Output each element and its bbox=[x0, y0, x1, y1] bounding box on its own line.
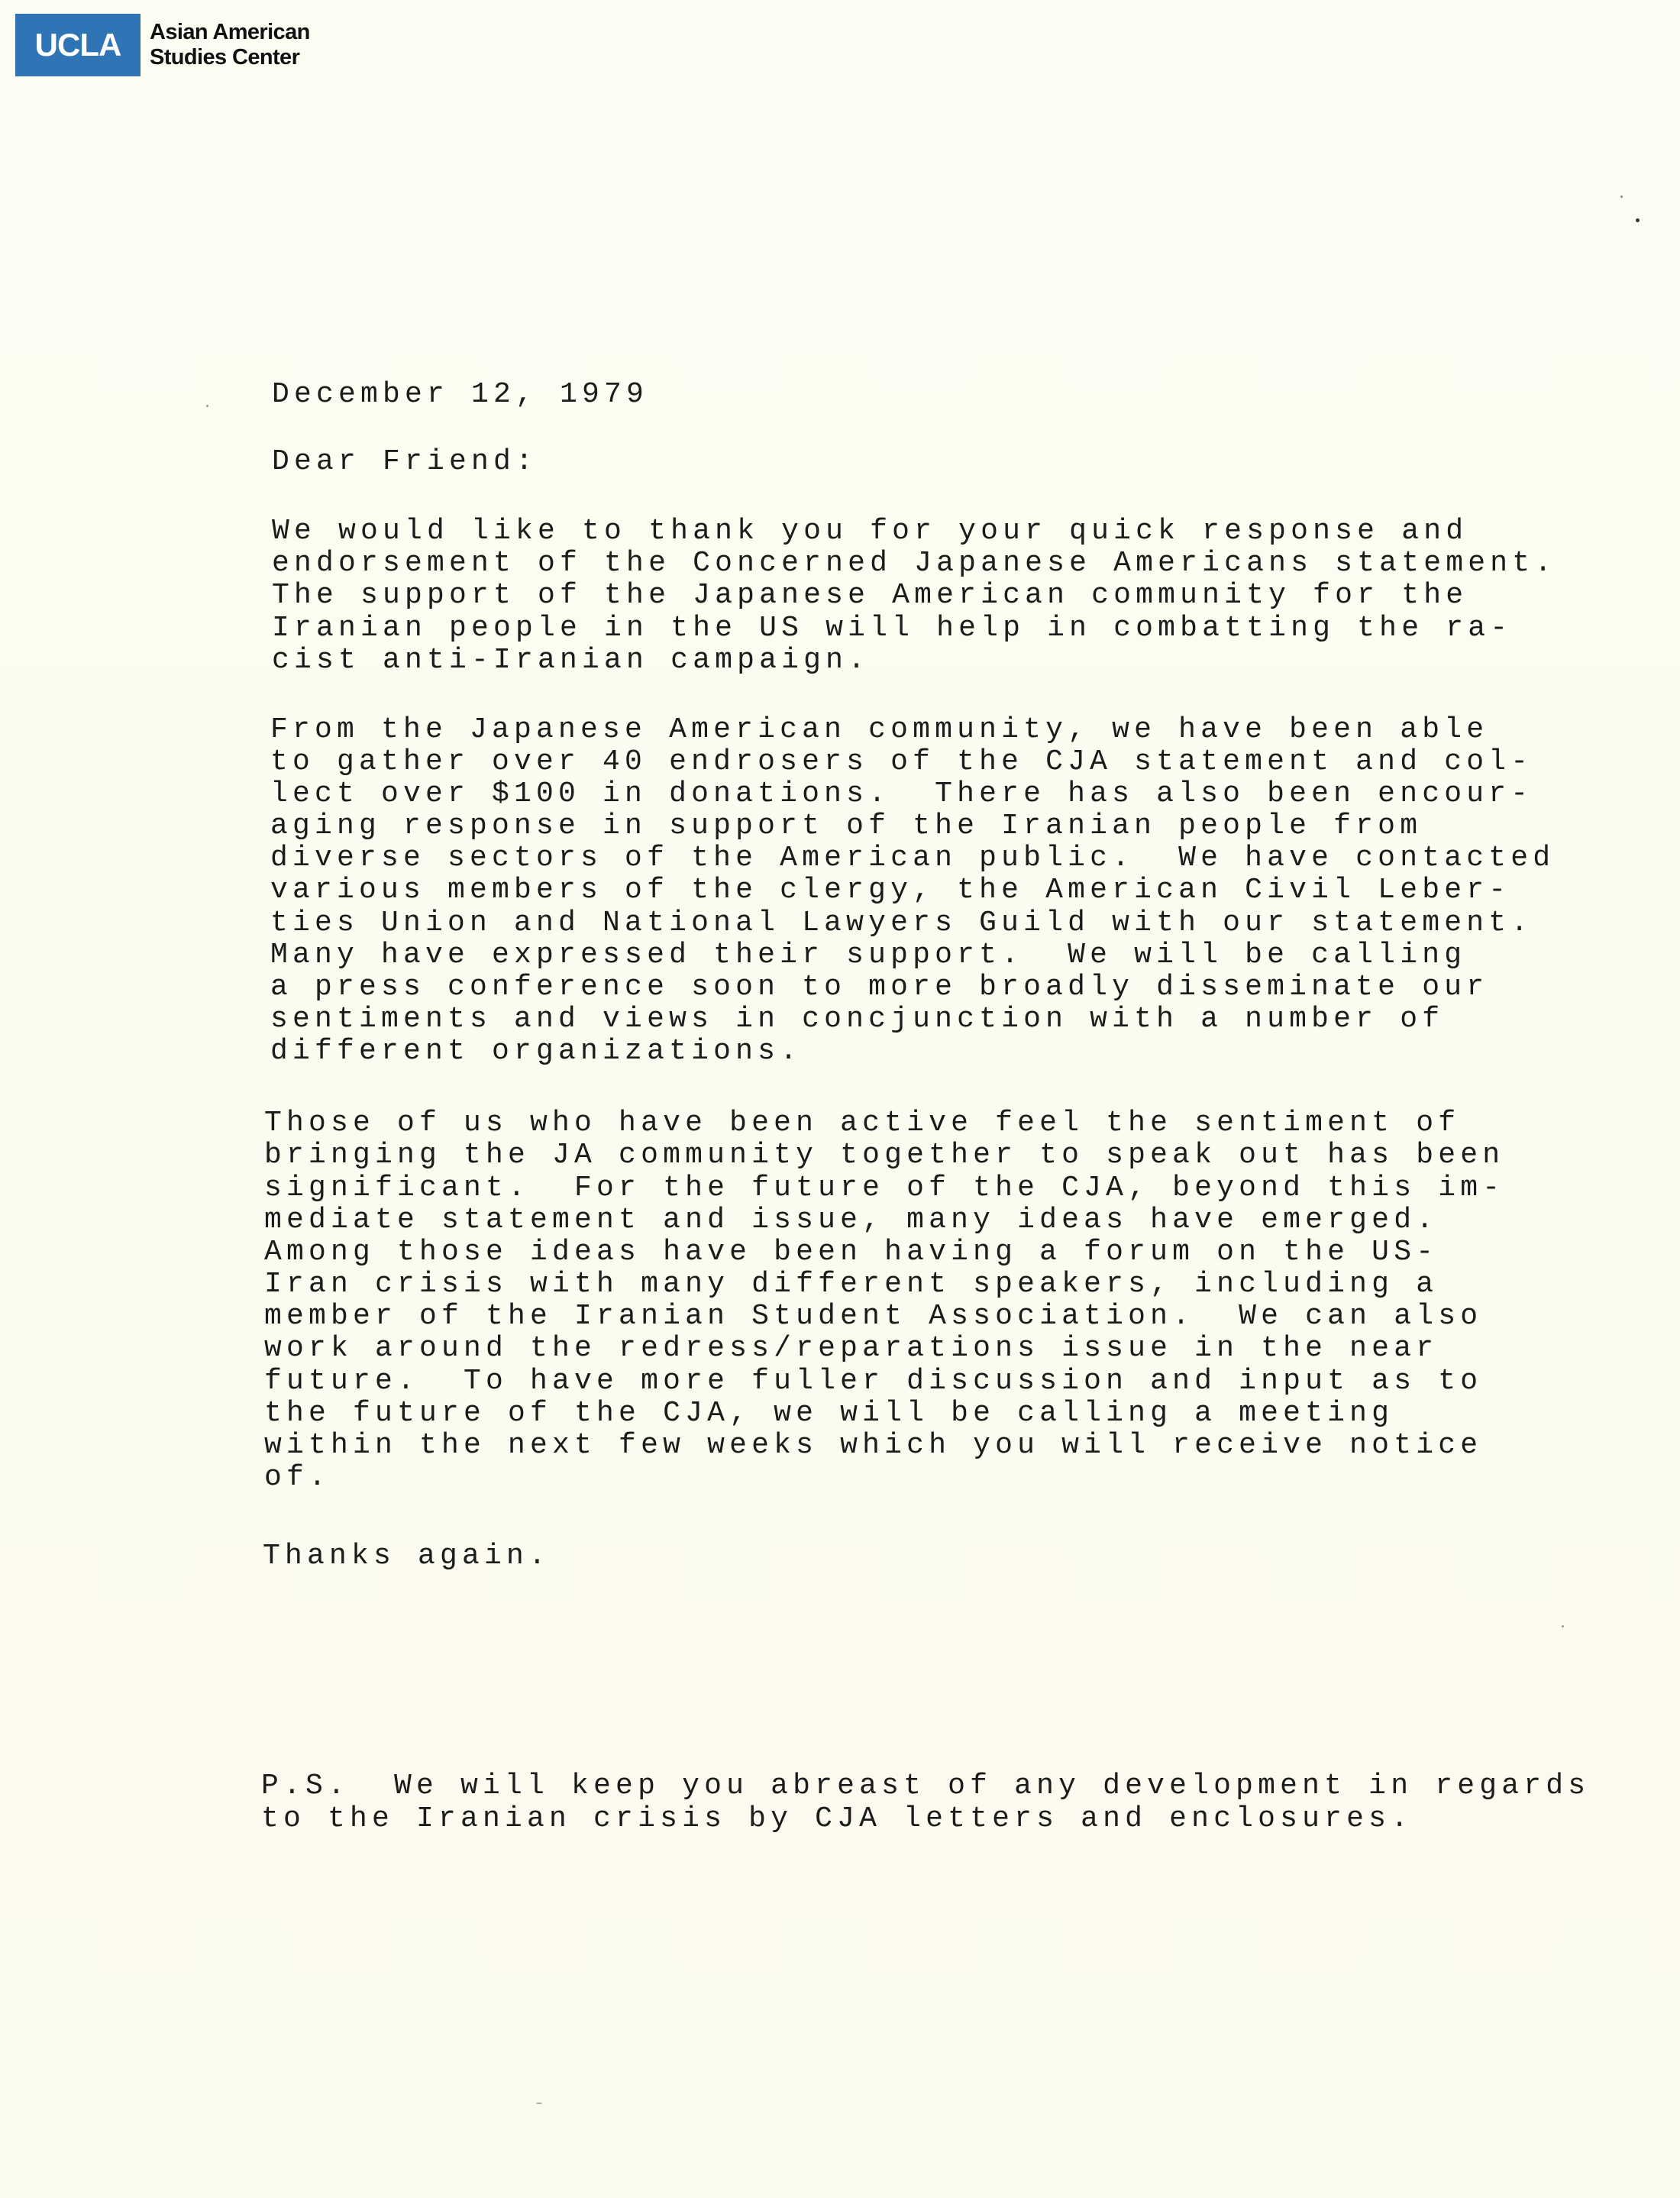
paragraph-line: the future of the CJA, we will be calling a meeting bbox=[264, 1397, 1394, 1430]
paper-speck bbox=[1620, 196, 1623, 198]
paper-speck bbox=[206, 405, 208, 407]
paragraph-line: different organizations. bbox=[270, 1035, 803, 1068]
paragraph-line: Those of us who have been active feel the sentiment of bbox=[264, 1107, 1461, 1139]
paragraph-line: of. bbox=[264, 1461, 331, 1494]
paragraph-line: diverse sectors of the American public. We have contacted bbox=[270, 842, 1556, 874]
paragraph-line: mediate statement and issue, many ideas have emerged. bbox=[264, 1204, 1439, 1236]
paragraph-line: ties Union and National Lawyers Guild with our statement. bbox=[270, 907, 1533, 939]
paragraph-line: The support of the Japanese American community for the bbox=[272, 579, 1468, 612]
letter-salutation: Dear Friend: bbox=[272, 445, 538, 478]
paragraph-line: Iran crisis with many different speakers, including a bbox=[264, 1268, 1439, 1301]
paragraph-line: Iranian people in the US will help in combatting the ra- bbox=[272, 612, 1513, 645]
ucla-logo-box: UCLA bbox=[15, 14, 141, 76]
paragraph-line: member of the Iranian Student Association. We can also bbox=[264, 1300, 1483, 1333]
paragraph-line: We would like to thank you for your quick response and bbox=[272, 515, 1468, 548]
paragraph-line: lect over $100 in donations. There has also been encour- bbox=[270, 777, 1533, 810]
paragraph-line: From the Japanese American community, we have been able bbox=[270, 713, 1489, 746]
paragraph-line: to gather over 40 endrosers of the CJA statement and col- bbox=[270, 745, 1533, 778]
paragraph-line: bringing the JA community together to speak out has been bbox=[264, 1139, 1505, 1172]
paragraph-line: aging response in support of the Iranian people from bbox=[270, 810, 1423, 842]
paragraph-line: Among those ideas have been having a forum on the US- bbox=[264, 1236, 1439, 1269]
paper-speck bbox=[1562, 1625, 1564, 1627]
paper-speck bbox=[1636, 218, 1640, 222]
center-name bbox=[150, 20, 310, 70]
paragraph-line: significant. For the future of the CJA, beyond this im- bbox=[264, 1172, 1505, 1204]
paragraph-line: a press conference soon to more broadly disseminate our bbox=[270, 971, 1489, 1004]
postscript-line: to the Iranian crisis by CJA letters and enclosures. bbox=[261, 1802, 1413, 1835]
center-name-line-2: Studies Center bbox=[150, 45, 300, 69]
letter-closing: Thanks again. bbox=[263, 1540, 551, 1573]
paragraph-line: future. To have more fuller discussion and input as to bbox=[264, 1365, 1483, 1398]
ucla-aasc-logo bbox=[15, 14, 310, 76]
letter-date: December 12, 1979 bbox=[272, 378, 649, 411]
postscript-line: P.S. We will keep you abreast of any development in regards bbox=[261, 1770, 1591, 1802]
paragraph-line: within the next few weeks which you will receive notice bbox=[264, 1429, 1483, 1462]
paragraph-line: various members of the clergy, the American Civil Leber- bbox=[270, 874, 1511, 907]
paragraph-line: cist anti-Iranian campaign. bbox=[272, 644, 871, 677]
paragraph-line: Many have expressed their support. We will be calling bbox=[270, 939, 1467, 971]
paragraph-line: sentiments and views in concjunction with a number of bbox=[270, 1003, 1445, 1036]
paragraph-line: work around the redress/reparations issue in the near bbox=[264, 1332, 1439, 1365]
paragraph-line: endorsement of the Concerned Japanese Americans statement. bbox=[272, 547, 1557, 580]
center-name-line-1: Asian American bbox=[150, 20, 310, 44]
paper-speck bbox=[536, 2103, 542, 2104]
